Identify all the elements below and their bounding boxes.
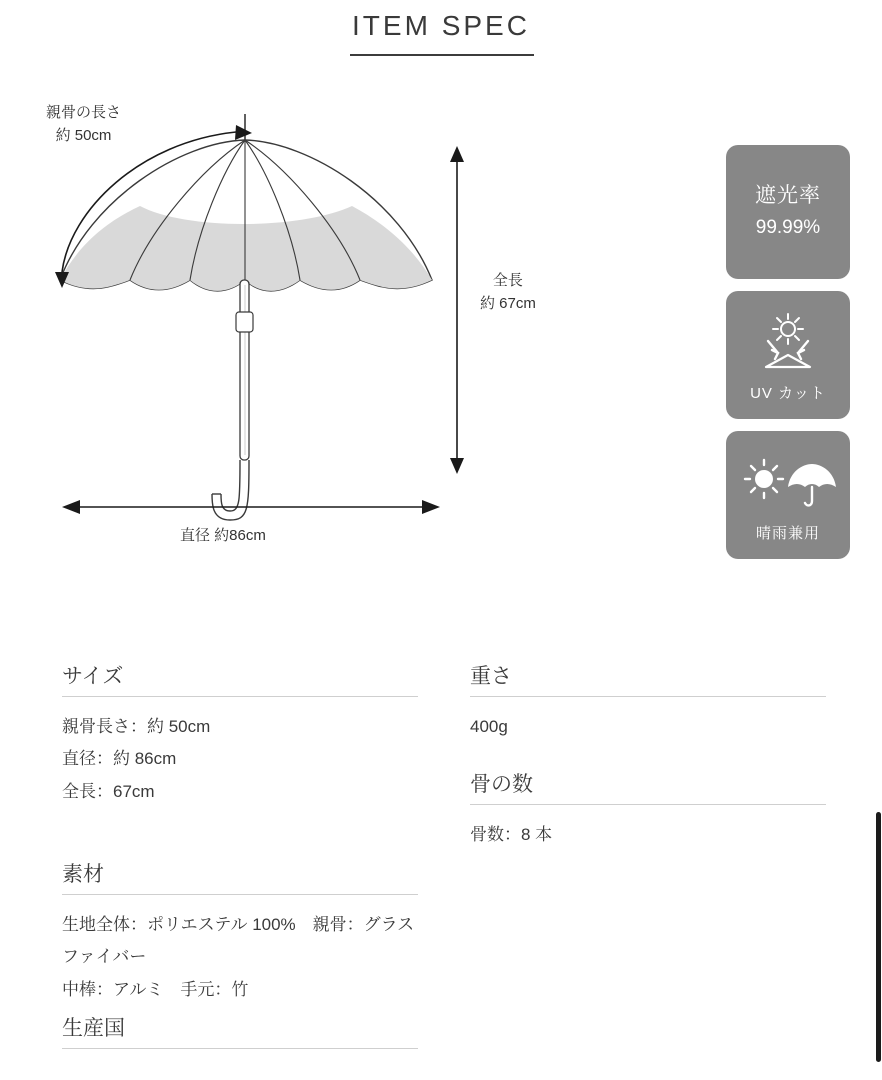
diameter-arrow-head-left [62, 500, 80, 514]
page-title: ITEM SPEC [352, 10, 530, 41]
total-height-label-line2: 約 67cm [480, 294, 536, 312]
diameter-label: 直径 約86cm [180, 527, 266, 544]
spec-body-weight [470, 697, 826, 743]
spec-body-material [62, 895, 418, 1006]
rib-length-arrow-head-top [235, 125, 252, 140]
height-arrow-head-bottom [450, 458, 464, 474]
spec-block-size [62, 660, 418, 808]
spec-row: 骨数：8 本 [470, 825, 553, 844]
spec-row: 中棒：アルミ 手元：竹 [62, 979, 249, 999]
spec-row: 全長：67cm [62, 781, 155, 801]
spec-heading-ribs: 骨の数 [470, 768, 826, 805]
spec-heading-country: 生産国 [62, 1012, 418, 1049]
total-height-label [480, 270, 536, 315]
badge-all-weather-caption: 晴雨兼用 [755, 525, 820, 542]
sun-umbrella-icon [726, 449, 850, 519]
rib-length-label-line2: 約 50cm [55, 126, 112, 144]
spec-heading-weight: 重さ [470, 660, 826, 697]
rib-length-label-line1: 親骨の長さ [46, 104, 122, 121]
badge-shading-rate-title: 遮光率 [755, 184, 821, 207]
spec-heading-size: サイズ [62, 660, 418, 697]
title-underline [350, 54, 534, 56]
spec-block-ribs [470, 768, 826, 851]
total-height-label-line1: 全長 [492, 272, 523, 289]
uv-sun-block-icon [726, 309, 850, 379]
spec-row: 400g [470, 717, 508, 736]
umbrella-handle-inner [221, 460, 240, 511]
badge-shading-rate-value: 99.99% [755, 217, 821, 238]
spec-block-country [62, 1012, 418, 1049]
badge-all-weather [726, 431, 850, 559]
badge-uv-cut [726, 291, 850, 419]
spec-heading-material: 素材 [62, 858, 418, 895]
rib-length-label [46, 102, 121, 147]
spec-block-material [62, 858, 418, 1006]
spec-body-ribs [470, 805, 826, 851]
height-arrow-head-top [450, 146, 464, 162]
spec-row: 生地全体：ポリエステル 100% 親骨：グラスファイバー [62, 915, 415, 967]
scrollbar-thumb[interactable] [876, 812, 881, 1062]
spec-row: 親骨長さ：約 50cm [62, 717, 211, 736]
badge-shading-rate [726, 145, 850, 279]
umbrella-runner [236, 312, 253, 332]
page-scrollbar[interactable] [876, 0, 882, 1080]
feature-badge-list [726, 145, 850, 571]
spec-block-weight [470, 660, 826, 743]
diameter-arrow-head-right [422, 500, 440, 514]
spec-row: 直径：約 86cm [62, 749, 177, 769]
spec-body-size [62, 697, 418, 808]
badge-uv-cut-caption: UV カット [750, 385, 826, 402]
